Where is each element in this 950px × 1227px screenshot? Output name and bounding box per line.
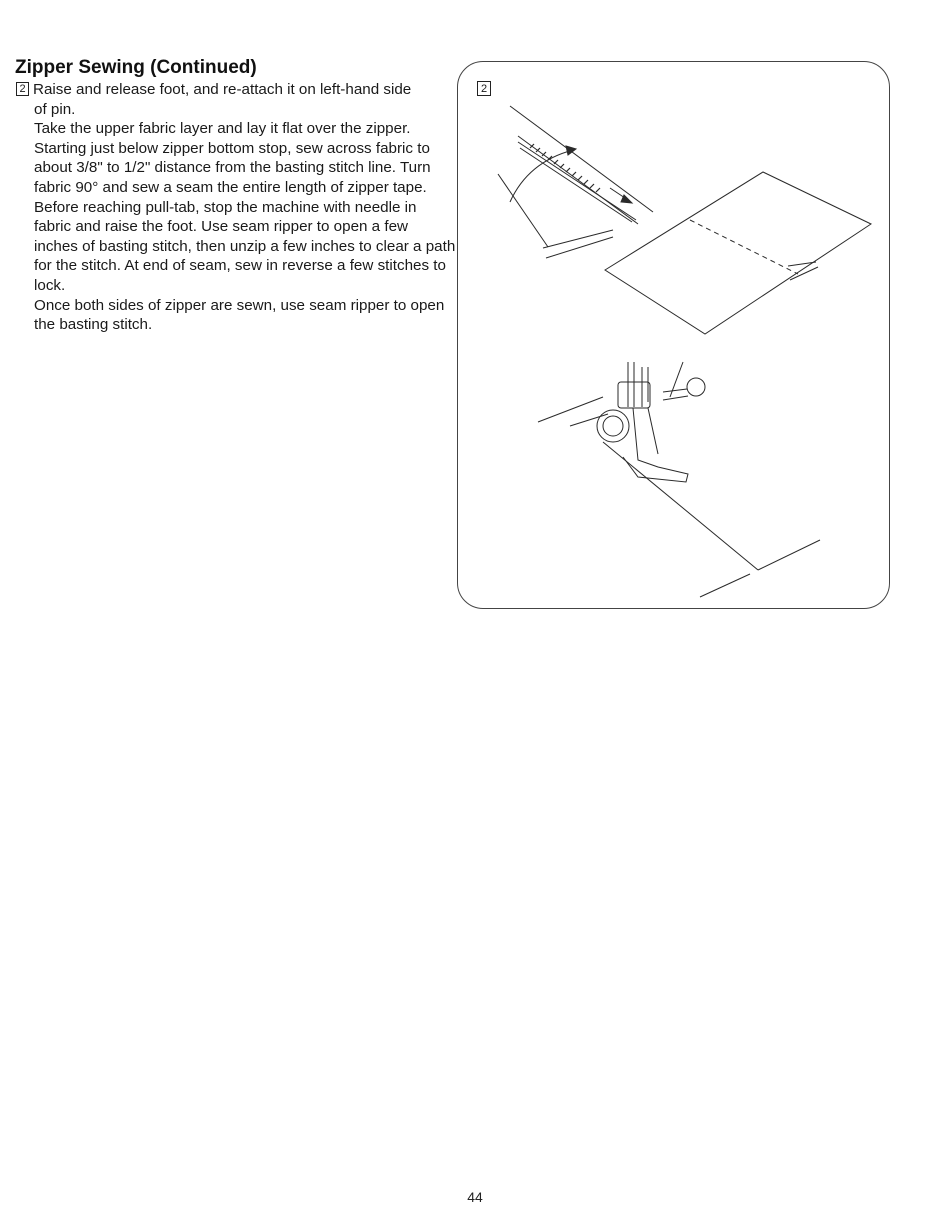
instruction-paragraph-2: Once both sides of zipper are sewn, use seam ripper to open the basting stitch. — [34, 296, 445, 334]
step-first-line-continuation: of pin. — [34, 100, 76, 118]
instruction-paragraph-1: Take the upper fabric layer and lay it flat over the zipper. Starting just below zipper bottom stop, sew across fabric to about 3/8" to 1/2" distance from the basting stitch line. Turn fabric 90° and sew a seam the entire length of zipper tape. Before reaching pull-tab, stop the machine with needle in fabric and raise the foot. Use seam ripper to open a few inches of basting stitch, then unzip a few inches to clear a path for the stitch. At end of seam, sew in reverse a few stitches to lock. — [34, 120, 456, 294]
step-first-line-text: Raise and release foot, and re-attach it on left-hand side — [33, 81, 412, 98]
step-number-badge: 2 — [16, 82, 29, 96]
page-title: Zipper Sewing (Continued) — [15, 57, 257, 78]
presser-foot-drawing — [538, 362, 820, 597]
figure-step-label: 2 — [477, 81, 491, 96]
page-number: 44 — [467, 1189, 483, 1205]
step-first-line — [16, 80, 456, 100]
illustration-panel — [457, 61, 890, 609]
instructions-text — [16, 80, 456, 335]
fabric-sheet-drawing — [605, 172, 871, 334]
zipper-fold-drawing — [498, 106, 653, 258]
zipper-sewing-illustration — [458, 62, 891, 610]
